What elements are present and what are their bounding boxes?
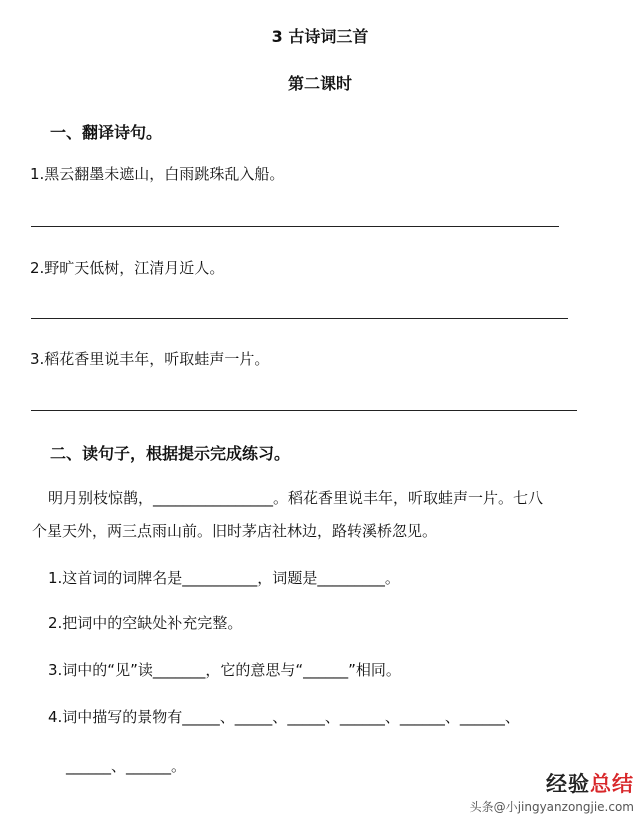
page-subtitle: 第二课时 xyxy=(287,74,352,93)
watermark-source xyxy=(470,798,634,815)
exercise-item-4-continued: ______、______。 xyxy=(66,757,187,775)
watermark-prefix: 头条@小 xyxy=(469,800,518,814)
watermark-brand xyxy=(470,768,634,798)
answer-line-3 xyxy=(31,410,577,411)
question-1: 1.黑云翻墨未遮山，白雨跳珠乱入船。 xyxy=(30,165,285,183)
watermark-url: jingyanzongjie.com xyxy=(517,800,634,814)
section-1-heading: 一、翻译诗句。 xyxy=(50,123,163,142)
question-2: 2.野旷天低树，江清月近人。 xyxy=(30,259,225,277)
page-title: 3 古诗词三首 xyxy=(271,27,369,46)
section-2-heading: 二、读句子，根据提示完成练习。 xyxy=(50,444,291,463)
watermark-brand-part2: 总结 xyxy=(590,772,634,796)
poem-passage-line-2: 个星天外，两三点雨山前。旧时茅店社林边，路转溪桥忽见。 xyxy=(32,522,438,540)
exercise-item-1: 1.这首词的词牌名是__________，词题是_________。 xyxy=(48,569,400,587)
poem-passage-line-1: 明月别枝惊鹊，________________。稻花香里说丰年，听取蛙声一片。七八 xyxy=(48,489,544,507)
answer-line-1 xyxy=(31,226,559,227)
exercise-item-2: 2.把词中的空缺处补充完整。 xyxy=(48,614,243,632)
watermark-brand-part1: 经验 xyxy=(546,772,590,796)
question-3: 3.稻花香里说丰年，听取蛙声一片。 xyxy=(30,350,270,368)
answer-line-2 xyxy=(31,318,568,319)
exercise-item-3: 3.词中的“见”读_______，它的意思与“______”相同。 xyxy=(48,661,401,679)
watermark xyxy=(470,768,634,815)
exercise-item-4: 4.词中描写的景物有_____、_____、_____、______、______、______、 xyxy=(48,708,520,726)
